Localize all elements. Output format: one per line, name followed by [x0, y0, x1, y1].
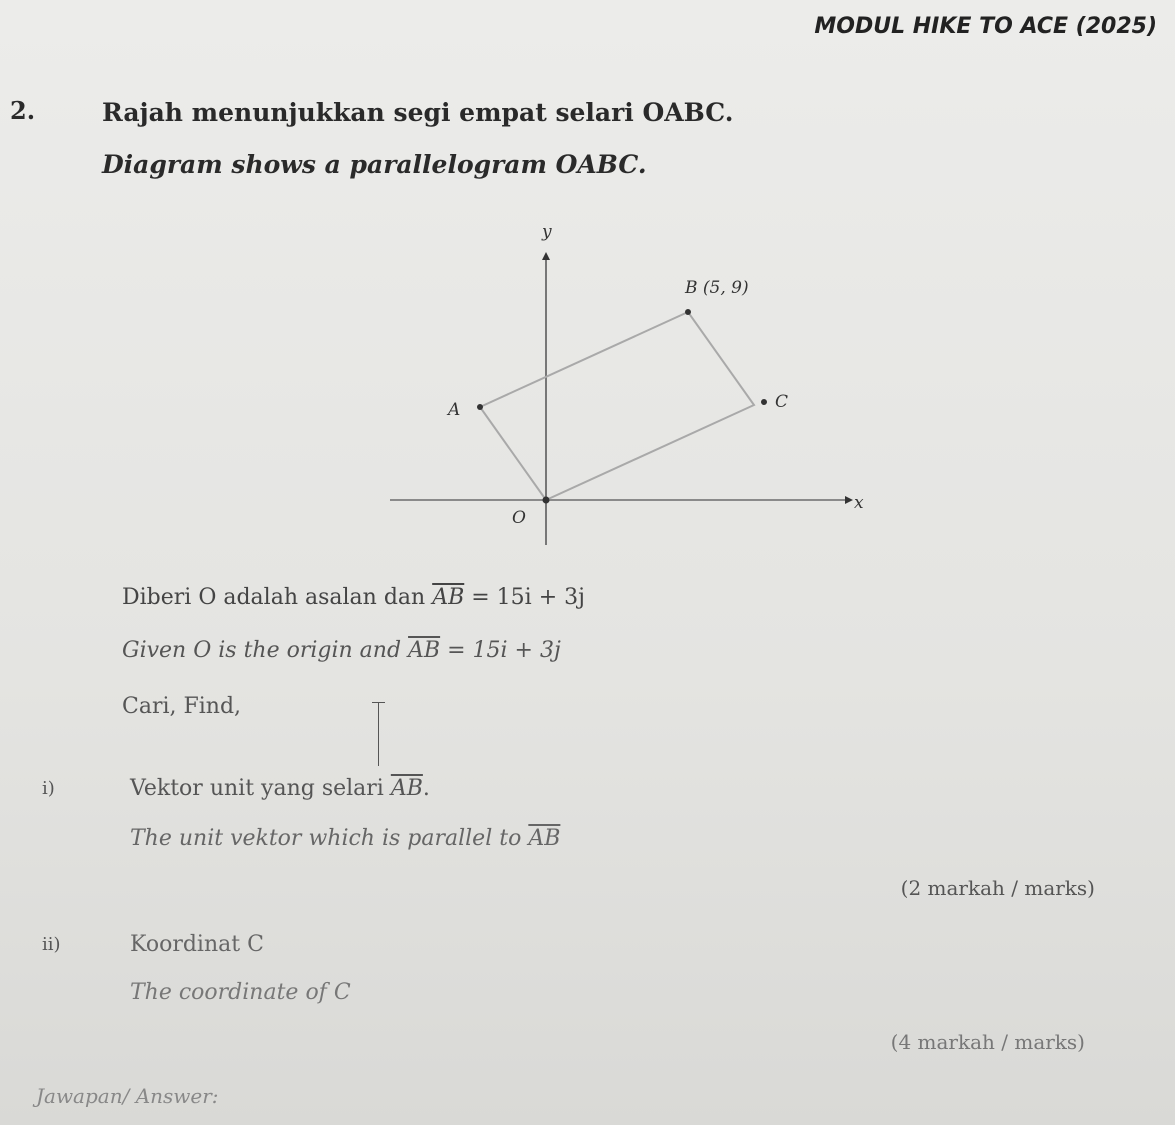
point-O-label: O — [512, 508, 526, 528]
module-header: MODUL HIKE TO ACE (2025) — [814, 14, 1157, 39]
answer-label: Jawapan/ Answer: — [36, 1084, 219, 1108]
vector-AB: $\overline{AB}$ — [432, 585, 465, 610]
point-C-label: C — [775, 392, 789, 412]
text-cursor — [378, 702, 379, 766]
vector-AB: $\overline{AB}$ — [528, 826, 561, 851]
part-i-number: i) — [42, 778, 55, 799]
vector-expression: = 15i + 3j — [464, 585, 585, 610]
parallelogram-diagram — [380, 215, 880, 555]
vector-AB: $\overline{AB}$ — [408, 638, 441, 663]
part-i-malay-text: Vektor unit yang selari — [130, 776, 384, 801]
point-B — [685, 309, 691, 315]
x-axis-arrow — [845, 496, 853, 504]
point-O — [543, 497, 550, 504]
part-ii-malay: Koordinat C — [130, 932, 264, 957]
question-number: 2. — [10, 96, 36, 125]
part-i-malay: Vektor unit yang selari $\overline{AB}$. — [130, 776, 430, 801]
part-ii-marks: (4 markah / marks) — [890, 1030, 1085, 1054]
x-axis-label: x — [854, 493, 864, 513]
y-axis-arrow — [542, 252, 550, 260]
given-malay — [122, 585, 585, 610]
question-statement-english: Diagram shows a parallelogram OABC. — [102, 150, 647, 179]
point-B-label: B (5, 9) — [685, 278, 749, 298]
point-C — [761, 399, 767, 405]
find-instruction: Cari, Find, — [122, 694, 242, 719]
parallelogram-OABC — [480, 312, 754, 500]
given-malay-prefix: Diberi O adalah asalan dan — [122, 585, 426, 610]
point-A-label: A — [448, 400, 461, 420]
y-axis-label: y — [542, 222, 552, 242]
part-ii-english: The coordinate of C — [130, 980, 351, 1005]
question-statement-malay: Rajah menunjukkan segi empat selari OABC. — [102, 98, 734, 127]
part-i-english — [130, 826, 560, 851]
vector-expression: = 15i + 3j — [440, 638, 561, 663]
vector-AB: $\overline{AB}$ — [390, 776, 423, 801]
part-i-marks: (2 markah / marks) — [900, 876, 1095, 900]
part-ii-number: ii) — [42, 934, 61, 955]
given-english-prefix: Given O is the origin and — [122, 638, 402, 663]
part-i-english-text: The unit vektor which is parallel to — [130, 826, 522, 851]
given-english — [122, 638, 561, 663]
point-A — [477, 404, 483, 410]
